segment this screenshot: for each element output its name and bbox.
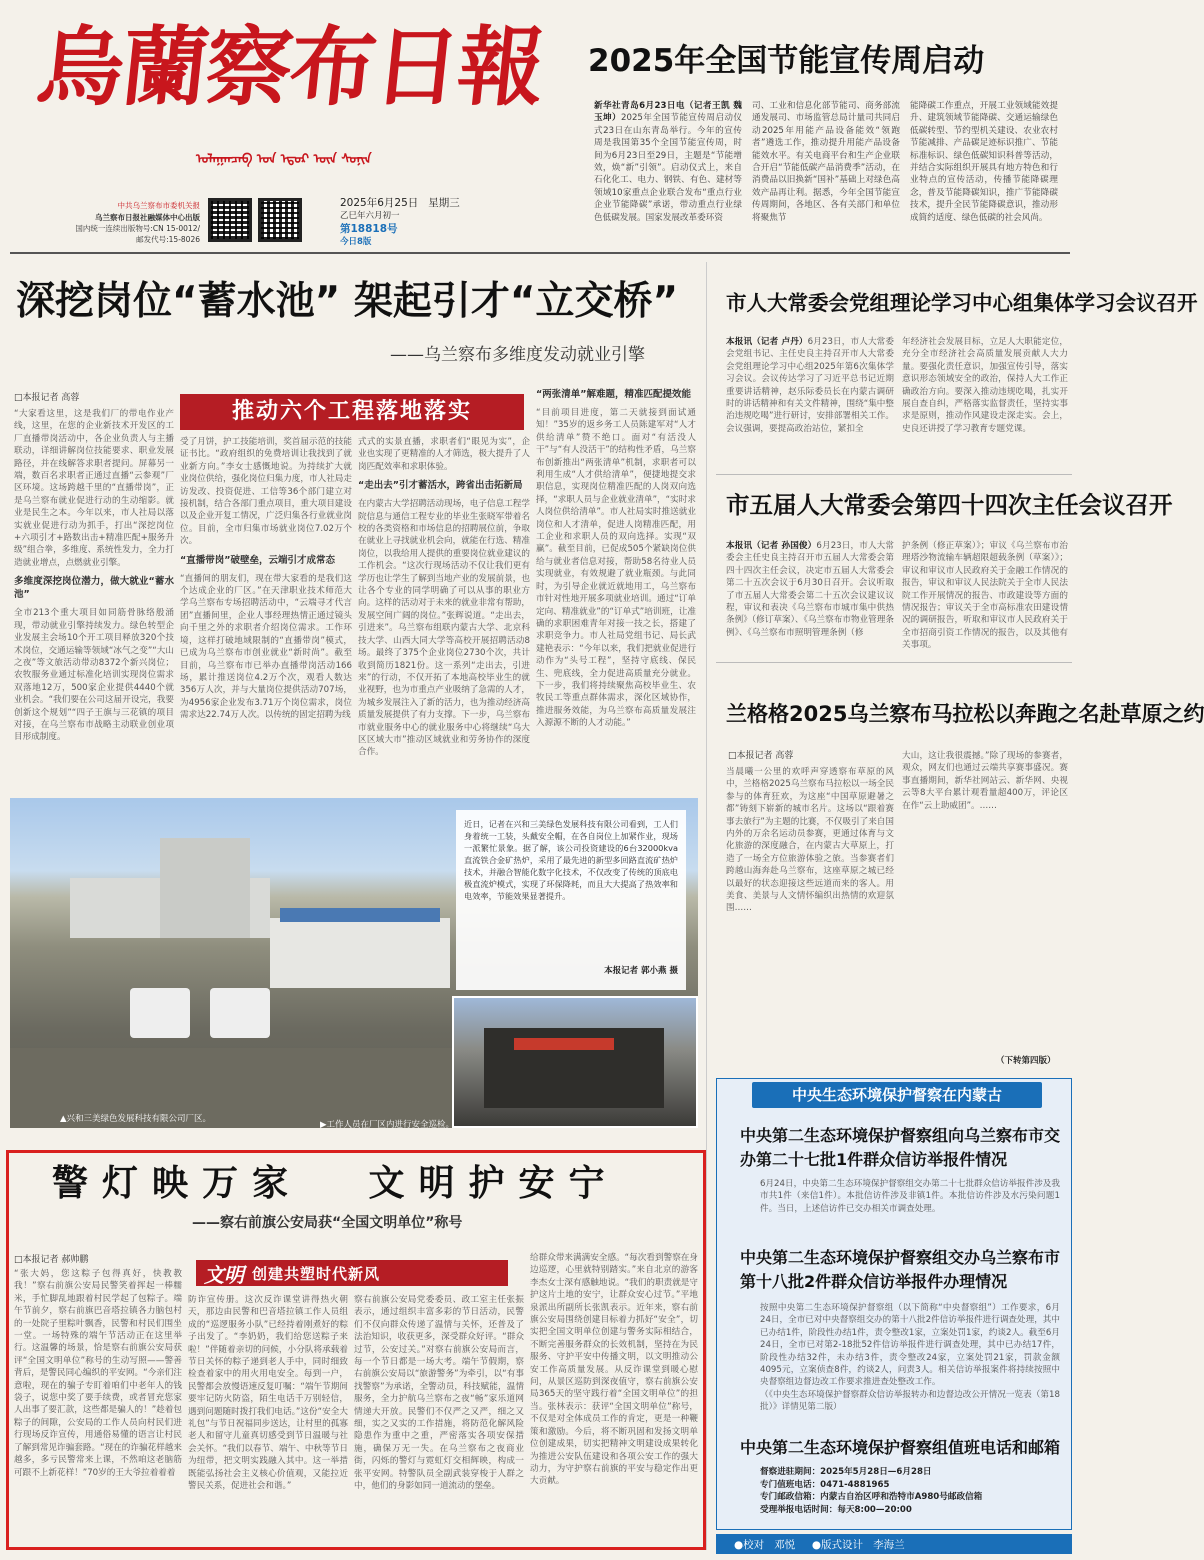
npc-study-col2-text: 年经济社会发展目标，立足人大职能定位，充分全市经济社会高质量发展贡献人大力量。要强化责任意识，加强宣传引导，落实意识形态领域安全的政治，保持人大工作正确政治方向。要深入推动违规吃喝，扎实开展自查自纠，严格落实监督责任，坚持实事求是原则，推动作风建设走深走实。会上，史良还讲授了学习教育专题党课。 — [902, 337, 1068, 434]
section-banner-text: 推动六个工程落地落实 — [231, 399, 472, 424]
factory-building-3 — [270, 918, 450, 988]
marathon-col2-text: 大山，这让我很震撼。”除了现场的参赛者，观众，网友们也通过云端共享赛事盛况。赛事直播期间，新华社网站云、新华网、央视云等8大平台累计观看量超400万，评论区在作“云上助威团”。…… — [902, 751, 1068, 811]
factory-tank-1 — [130, 988, 190, 1038]
npc-study-headline[interactable]: 市人大常委会党组理论学习中心组集体学习会议召开 — [726, 291, 1198, 315]
feature-col3 — [358, 436, 530, 792]
env-info-phone[interactable]: 专门值班电话：0471-4881965 — [760, 1479, 890, 1490]
page-footer — [716, 1534, 1072, 1554]
npc-study-lead: 本报讯（记者 卢丹） — [726, 337, 808, 347]
page-count: 今日8版 — [340, 237, 372, 247]
right-divider-1 — [716, 474, 1072, 475]
top-story-col2-text: 司、工业和信息化部节能司、商务部流通发展司、市场监管总局计量司共同启动2025年用能产品设备能效“领跑者”遴选工作，推动提升用能产品设备能效水平。有关电商平台和生产企业联合开启“节能低碳产品消费季”活动，在消费品以旧换新“国补”基础上对绿色高效产品再让利。据悉，今年全国节能宣传周期间，各地区、各有关部门和单位将聚焦节 — [752, 101, 900, 223]
photo-caption-credit: 本报记者 郭小燕 摄 — [604, 966, 678, 976]
env-section-header — [752, 1082, 1042, 1108]
npc-meeting-col1 — [726, 540, 894, 652]
masthead-divider — [10, 252, 1070, 254]
police-subtitle: ——察右前旗公安局获“全国文明单位”称号 — [192, 1215, 463, 1231]
top-story-headline[interactable]: 2025年全国节能宣传周启动 — [588, 43, 985, 79]
feature-col3-subhead: “走出去”引才蓄活水，跨省出击拓新局 — [358, 480, 523, 492]
proofreader-label: ●校对 — [734, 1538, 765, 1551]
police-byline: □本报记者 郝帅鹏 — [14, 1255, 89, 1265]
marathon-continued[interactable]: （下转第四版） — [996, 1056, 1056, 1066]
feature-col3-text: 式式的实景直播，求职者们“眼见为实”，企业也实现了更精准的人才筛选，极大提升了人岗匹配效率和求职体验。 — [358, 437, 530, 472]
env-item2-headline[interactable]: 中央第二生态环境保护督察组交办乌兰察布市第十八批2件群众信访举报件办理情况 — [740, 1248, 1061, 1291]
feature-col2 — [180, 436, 352, 792]
top-story-col2 — [752, 100, 900, 232]
designer-name: 李海兰 — [873, 1538, 905, 1551]
weekday: 星期三 — [428, 197, 460, 209]
env-section-header-text: 中央生态环境保护督察在内蒙古 — [791, 1086, 1002, 1104]
police-col4 — [530, 1252, 698, 1544]
civility-banner — [196, 1260, 508, 1286]
qr-code-2[interactable] — [258, 198, 302, 242]
masthead — [0, 0, 1080, 247]
civility-banner-text: 创建共塑时代新风 — [252, 1264, 381, 1283]
feature-col1b-text: 全市213个重大项目如同筋骨脉络般涌现，带动就业引擎持续发力。绿色转型企业发展主会场10个开工项目释放320个技术岗位，交通运输等领域“冰气之变”“大山之夜”等文旅活动带动8372个新兴岗位；农牧服务业通过标准化培训实现岗位需求双落地12万，500家企业提供4440个就业机会。“我们要在公司这届开设完，我要创新这个规划”“四子王旗与三花镇的项目对接，在乌兰察布市战略主动联业创业项目形成制度。 — [14, 608, 174, 743]
marathon-col2 — [902, 750, 1068, 1054]
env-info-mailbox: 专门邮政信箱：内蒙古自治区呼和浩特市A980号邮政信箱 — [760, 1492, 983, 1502]
npc-meeting-headline[interactable]: 市五届人大常委会第四十四次主任会议召开 — [726, 491, 1173, 519]
lunar-date: 乙巳年六月初一 — [340, 211, 400, 221]
top-story-byline: 新华社青岛6月23日电（记者王凯 魏玉坤） — [594, 101, 742, 124]
feature-col2-subhead: “直播带岗”破壁垒，云端引才成常态 — [180, 554, 335, 566]
civility-banner-mark: 文明 — [204, 1262, 244, 1287]
police-col3 — [354, 1294, 524, 1544]
marathon-col1-text: 当晨曦一公里的欢呼声穿透察布草原的风中，兰格格2025乌兰察布马拉松以一场全民参与的体育狂欢，为这座“中国草原避暑之都”铸刻下崭新的城市名片。这场以“跟着赛事去旅行”为主题的比赛，不仅吸引了来自国内外的万余名运动员参赛，更通过体育与文化旅游的深度融合，在内蒙古大草原上，打造了一场全方位旅游体验之旅。当参赛者们跨越山海奔赴乌兰察布，这座草原之城已经以最好的状态迎接这些远道而来的客人。用美食、美景与人文情怀编织出热情的欢迎氛围…… — [726, 767, 894, 914]
env-item1-body — [760, 1178, 1060, 1228]
photo-caption-inset: ▶工作人员在厂区内进行安全巡检。 — [320, 1120, 455, 1130]
cn-number: 国内统一连续出版物号:CN 15-0012/ — [75, 224, 200, 233]
top-story-col3 — [910, 100, 1058, 232]
police-col3-text: 察右前旗公安局党委委员、政工室主任张振表示，通过组织丰富多彩的节日活动，民警们不仅向群众传递了温情与关怀，还普及了法治知识，收获更多，深受群众好评。“群众过节，公安过关。”对察右前旗公安局而言，每一个节日都是一场大考。端午节假期，察右前旗公安局以“旅游警务”为牵引，以“有事找警察”为承诺，全警动员，科技赋能，温情服务，全力护航乌兰察布之夜“畅”家乐道网情递大开放。民警们不仅严之又严，细之又细，实之又实的工作措施，将防范化解风险隐患作为重中之重，严密落实各项安保措施，确保万无一失。在乌兰察布之夜商业街，闪烁的警灯与霓虹灯交相辉映，构成一张平安网。特警队员全副武装穿梭于人群之中，他们的身影如同一道流动的堡垒。 — [354, 1295, 524, 1492]
factory-tank-2 — [210, 988, 270, 1038]
police-col1 — [14, 1268, 182, 1544]
police-col1-text: “张大妈，您这粽子包得真好，快教教我！”察右前旗公安局民警笑着挥起一棒糯米，手忙脚乱地跟着村民学起了包粽子。端午节前夕，察右前旗巴音塔拉镇各力脑包村的一处院子里粽叶飘香，民警和村民们围坐一堂。一场特殊的端午节活动正在这里举行。这温馨的场景，恰是察右前旗公安局获评“全国文明单位”称号的生动写照——警善背后，是警民同心编织的平安网。“今亲们注意啦，现在的骗子专盯着咱们中老年人的钱袋子，说您中奖了要手续费，或者冒充您家人出事了要汇款，这些都是骗人的！”趁着包粽子的间隙，公安局的工作人员向村民们进行现场反诈宣传，用通俗易懂的语言让村民了解到常见诈骗套路。“现在的诈骗花样越来越多，多亏民警常来上课，不然咱这老脑筋可跟不上新花样！”70岁的王大爷拉着着着 — [14, 1269, 182, 1478]
section-banner — [180, 394, 524, 430]
issue-number: 第18818号 — [340, 223, 398, 235]
right-divider-2 — [716, 662, 1072, 663]
marathon-headline[interactable]: 兰格格2025乌兰察布马拉松以奔跑之名赴草原之约 — [726, 702, 1204, 726]
feature-col4 — [536, 388, 696, 792]
proofreader-name: 邓悦 — [774, 1538, 796, 1551]
mongolian-script: ᠤᠯᠠᠭᠠᠨᠴᠠᠪ ᠤᠨ ᠡᠳᠦᠷ ᠦᠨ ᠰᠣᠨᠢᠨ — [196, 152, 372, 167]
npc-meeting-col2 — [902, 540, 1068, 652]
feature-col3b-text: 在内蒙古大学招聘活动现场，电子信息工程学院信息与通信工程专业的毕业生张晓军带着名校的各类资格和市场信息的招聘展位前，争取在就业上寻找就业机会向，就能在行选、精准岗位，以我给用人提供的重要岗位就业建议的工作机会。“这次行现场活动不仅让我们更有学历也让学生了解到当地产业的发展前景，也让各个专业的同学明确了可以从事的职业方向。这样的活动对于未来的就业非常有帮助，发展空间广阔的岗位。”张辉说道。“走出去，引进来”。乌兰察布组联内蒙古大学、北京科技大学、山西大同大学等高校开展招聘活动8场。最终了375个企业岗位2730个次，共计收到简历1821份。这一系列“走出去，引进来”的行动，不仅开拓了本地高校毕业生的就业视野，也为市重点产业吸纳了急需的人才，为城乡发展注入了新的活力，也为推动经济高质量发展提供了有力支撑。下一步，乌兰察布市就业服务中心的就业服务中心将继续“乌大区区域大市”推动区域就业和劳务协作的深度合作。 — [358, 499, 530, 758]
inset-photo[interactable] — [452, 996, 698, 1128]
police-col4-text: 给群众带来满满安全感。“每次看到警察在身边巡逻，心里就特别踏实。”来自北京的游客李杰女士深有感触地说。“我们的职责就是守护这片土地的安宁，让群众安心过节。”平地泉派出所副所长张凯表示。近年来，察右前旗公安局围绕创建目标着力抓好“安全”，切实把全国文明单位创建与警务实际相结合，不断完善服务群众的长效机制，坚持在为民服务、守护平安中传播文明，以文明推动公安工作高质量发展。从反诈课堂到暖心慰问，从景区巡防到深夜值守，察右前旗公安局365天的坚守践行着“全国文明单位”的担当。张林表示：获评“全国文明单位”称号，不仅是对全体成员工作的肯定，更是一种鞭策和激励。今后，将不断巩固和发扬文明单位创建成果，切实把精神文明建设成果转化为推进公安队伍建设和各项公安工作的强大动力，为守护察右前旗的平安与稳定作出更大贡献。 — [530, 1253, 698, 1487]
env-item1-headline[interactable]: 中央第二生态环境保护督察组向乌兰察布市交办第二十七批1件群众信访举报件情况 — [740, 1126, 1061, 1169]
issue-date: 2025年6月25日 — [340, 197, 419, 209]
top-story-col3-text: 能降碳工作重点，开展工业领域能效提升、建筑领域节能降碳、交通运输绿色低碳转型、节约型机关建设、农业农村节能减排、产品碳足迹标识推广、节能标准标识、绿色低碳知识科普等活动，并结合实际组织开展具有地方特色和行业特点的宣传活动，传播节能降碳理念，普及节能降碳知识，推广节能降碳技术，提升全民节能降碳意识，推动形成简约适度、绿色低碳的社会风尚。 — [910, 101, 1058, 223]
photo-caption-main: ▲兴和三美绿色发展科技有限公司厂区。 — [60, 1114, 212, 1124]
feature-subtitle: ——乌兰察布多维度发动就业引擎 — [390, 345, 645, 365]
npc-study-col2 — [902, 336, 1068, 466]
feature-byline: □本报记者 高蓉 — [14, 393, 80, 403]
npc-meeting-col2-text: 护条例（修正草案）》；审议《乌兰察布市治理塔沙物流输车辆超限超载条例（草案）》；审议和审议市人民政府关于金融工作情况的报告，审议和审议人民法院关于全市人民法院工作开展情况的报告、市政建设等方面的情况报告；审议关于全市高标准农田建设情况的调研报告，听取和审议市人民政府关于全市招商引资工作情况的报告，以及其他有关事项。 — [902, 541, 1068, 651]
feature-headline[interactable]: 深挖岗位“蓄水池” 架起引才“立交桥” — [16, 279, 679, 324]
factory-building-2 — [160, 838, 250, 938]
npc-meeting-col1-text: 6月23日，市人大常委会主任史良主持召开市五届人大常委会第四十四次主任会议，决定市五届人大常委会第二十五次会议于6月30日召开。会议听取了市五届人大常委会第二十五次会议建议议程，审议和表决《乌兰察布市城市集中供热条例》（修订草案）、《乌兰察布市物业管理条例》、《乌兰察布市照明管理条例（修 — [726, 541, 895, 638]
inset-photo-sign — [514, 1038, 614, 1050]
sponsor-text: 中共乌兰察布市委机关报 — [117, 201, 200, 210]
publication-info — [60, 200, 200, 211]
top-story-col1-text: 2025年全国节能宣传周启动仪式23日在山东青岛举行。今年的宣传周是我国第35个全国节能宣传周，时间为6月23日至29日，主题是“节能增效，焕“新”引领”。启动仪式上，来自石化化工、电力、钢铁、有色、建材等领域10家重点企业联合发布“重点行业企业节能降碳”承诺，带动重点行业绿色低碳发展。国家发展改革委环资 — [594, 113, 742, 223]
postal-code: 邮发代号:15-8026 — [136, 235, 200, 244]
env-item3-headline[interactable]: 中央第二生态环境保护督察组值班电话和邮箱 — [740, 1438, 1061, 1457]
env-item1-body-text: 6月24日，中央第二生态环境保护督察组交办第二十七批群众信访举报件涉及我市共1件（来信1件）。本批信访件涉及非镇1件。本批信访件涉及水污染问题1件。当日，上述信访件已交办相关市调查处理。 — [760, 1179, 1060, 1214]
feature-col4-text: “目前项目进度，第二天就接到面试通知！”35岁的返乡务工人员陈建军对“人才供给清单”赞不绝口。面对“有活没人干”与“有人没活干”的结构性矛盾，乌兰察布创新推出“两张清单”机制，求职者可以利用生成“人才供给清单”，便捷地提交求职信息，实现岗位精准匹配的人岗双向选择，“求职人员与企业就业清单”，“实时求人岗位供给清单”。市人社局实时推送就业岗位和人才清单，促进人岗精准匹配，用工企业和求职人员的双向选择。实现“双赢”。截至目前，已促成505个紧缺岗位供给与就业者信息对接，帮助58名待业人员实现就业，有效规避了就业瓶颈。与此同时，为引导企业就近就地用工，乌兰察布市针对性地开展多项就业培训。通过“订单定向、精准就业”的“订单式”培训班，让准确的求职困难青年对接一技之长，搭建了求职竞争力。市人社局党组书记、局长武建艳表示：“今年以来，我们把就业促进行动作为“头号工程”，坚持守底线、保民生、兜底线，全力促进高质量充分就业。下一步，我们将持续聚焦高校毕业生、农牧民工等重点群体需求，深化区域协作，推进服务效能，为乌兰察布高质量发展注入源源不断的人才动能。” — [536, 408, 696, 729]
feature-col1 — [14, 408, 174, 792]
env-item2-note: （《中央生态环境保护督察群众信访举报转办和边督边改公开情况一览表（第18批）》详情见第二版） — [760, 1389, 1060, 1413]
designer-label: ●版式设计 — [811, 1538, 864, 1551]
newspaper-logo: 烏蘭察布日報 — [32, 17, 548, 118]
qr-code-1[interactable] — [208, 198, 252, 242]
photo-caption-text: 近日，记者在兴和三美绿色发展科技有限公司看到，工人们身着统一工装，头戴安全帽，在各自岗位上加紧作业，现场一派繁忙景象。据了解，该公司投资建设的6台32000kva直流铁合金矿热炉，采用了最先进的新型多回路直流矿热炉技术，并融合智能化数字化技术，不仅改变了传统的顶底电极直流炉模式，实现了环保降耗，而且大大提高了热效率和电效率，节能效果显著提升。 — [464, 819, 678, 901]
npc-study-col1-text: 6月23日，市人大常委会党组书记、主任史良主持召开市人大常委会党组理论学习中心组2025年第6次集体学习会议。会议传达学习了习近平总书记近期重要讲话精神，赵乐际委员长在内蒙古调研时的讲话精神和有关文件精神，围绕“集中整治违规吃喝”进行研讨，安排部署相关工作。会议强调，要提高政治站位，紧扣全 — [726, 337, 894, 434]
police-col2-text: 防诈宣传册。这次反诈课堂讲得热火朝天，那边由民警和巴音塔拉镇工作人员组成的“巡逻服务小队”已经持着刚煮好的粽子出发了。“李奶奶，我们给您送粽子来啦！”伴随着亲切的问候，小分队将承载着节日关怀的粽子递到老人手中，同时细致检查着家中的用火用电安全。每到一户，民警都会放慢语速反复叮嘱：“端午节期间要牢记防火防盗，陌生电话千万别轻信，遇到问题随时拨打我们电话。”这份“安全大礼包”与节日祝福同步送达，让村里的孤寡老人和留守儿童真切感受到节日温暖与社会关怀。“我们以春节、端午、中秋等节日为纽带，把文明实践融入其中。这一举措既能弘扬社会主义核心价值观，又能拉近警民关系，促进社会和谐。” — [188, 1295, 348, 1492]
factory-photo[interactable] — [10, 798, 698, 1128]
factory-roof — [280, 908, 440, 922]
feature-col2-text: 受了月饼，护工技能培训，奖首届示范的技能证书比。“政府组织的免费培训让我找到了就业新方向。”李女士感慨地说。为持续扩大就业岗位供给，强化岗位归集力度，市人社局走访发改、投资促进、工信等36个部门建立对接机制，结合各部门重点项目，重大项目建设以及企业开复工情况，广泛归集各行业就业岗位。目前，全市归集市场就业岗位7.02万个次。 — [180, 437, 352, 547]
env-info-hours: 受理举报电话时间：每天8:00—20:00 — [760, 1504, 912, 1515]
feature-col2b-text: “直播间的朋友们，现在带大家看的是我们这个达成企业的厂区。”在天津职业技术师范大学乌兰察布专场招聘活动中，“云端寻才代言团”直播间里，企业人事经理热情正通过镜头向千里之外的求职者介绍岗位需求。工作环境，这样打破地域限制的“直播带岗”模式，已成为乌兰察布市创业就业“新时尚”。截至目前，乌兰察布市已举办直播带岗活动166场，累计推送岗位4.2万个次，观看人数达356万人次，并与大量岗位提供活动707场，为4956家企业发布3.71万个岗位需求，岗位需求达22.74万人次。以传统的固定招聘为线 — [180, 573, 352, 721]
feature-col1-subhead: 多维度深挖岗位潜力，做大就业“蓄水池” — [14, 576, 174, 601]
photo-caption-box — [456, 810, 686, 990]
publication-info-2 — [38, 212, 200, 245]
feature-col4-subhead: “两张清单”解难题，精准匹配提效能 — [536, 389, 691, 400]
top-story-col1 — [594, 100, 742, 232]
npc-study-col1 — [726, 336, 894, 466]
publisher-text: 乌兰察布日报社融媒体中心出版 — [95, 213, 200, 222]
env-info-list — [760, 1466, 1060, 1516]
env-item2-body-text: 按照中央第二生态环境保护督察组（以下简称“中央督察组”）工作要求，6月24日，全市已对中央督察组交办的第十八批2件信访举报件进行调查处理，其中已办结1件，阶段性办结1件，责令整改1家，立案处罚1家，约谈2人。截至6月24日，全市已对第2-18批52件信访举报件进行调查处理，其中已办结17件，阶段性办结32件，未办结3件，责令整改24家，立案处罚21家，罚款金额4095元，立案侦查8件，约谈2人，问责3人。相关信访举报案件将持续按照中央督察组边督边改工作要求推进查处整改工作。 — [760, 1303, 1060, 1388]
npc-meeting-lead: 本报讯（记者 孙国俊） — [726, 541, 817, 551]
feature-col1-text: “大家看这里，这是我们厂的带电作业产线，这里，在您的企业新技术开发区的工厂直播带岗活动中，各企业负责人与主播联动，详细讲解岗位技能要求、职业发展路径，并在线解答求职者提问。屏幕另一端，数百名求职者正通过直播“云参观”厂区环境。这场跨越千里的“直播带岗”，正是乌兰察布就业促进行动的生动缩影。就业是民生之本。今年以来，市人社局以落实就业促进行动为抓手，打出“深挖岗位+六项引才+路数出击+精准匹配+服务升级”组合拳，多维度、系统性发力，全力打造就业增点，点燃就业引擎。 — [14, 409, 174, 568]
right-column-divider — [706, 262, 707, 1550]
police-col2 — [188, 1294, 348, 1544]
env-item2-body — [760, 1302, 1060, 1414]
env-info-period: 督察进驻期间：2025年5月28日—6月28日 — [760, 1467, 932, 1477]
marathon-col1 — [726, 766, 894, 1066]
police-headline[interactable]: 警灯映万家 文明护安宁 — [52, 1163, 619, 1204]
date-block — [340, 197, 460, 249]
marathon-byline: □本报记者 高蓉 — [728, 751, 794, 761]
